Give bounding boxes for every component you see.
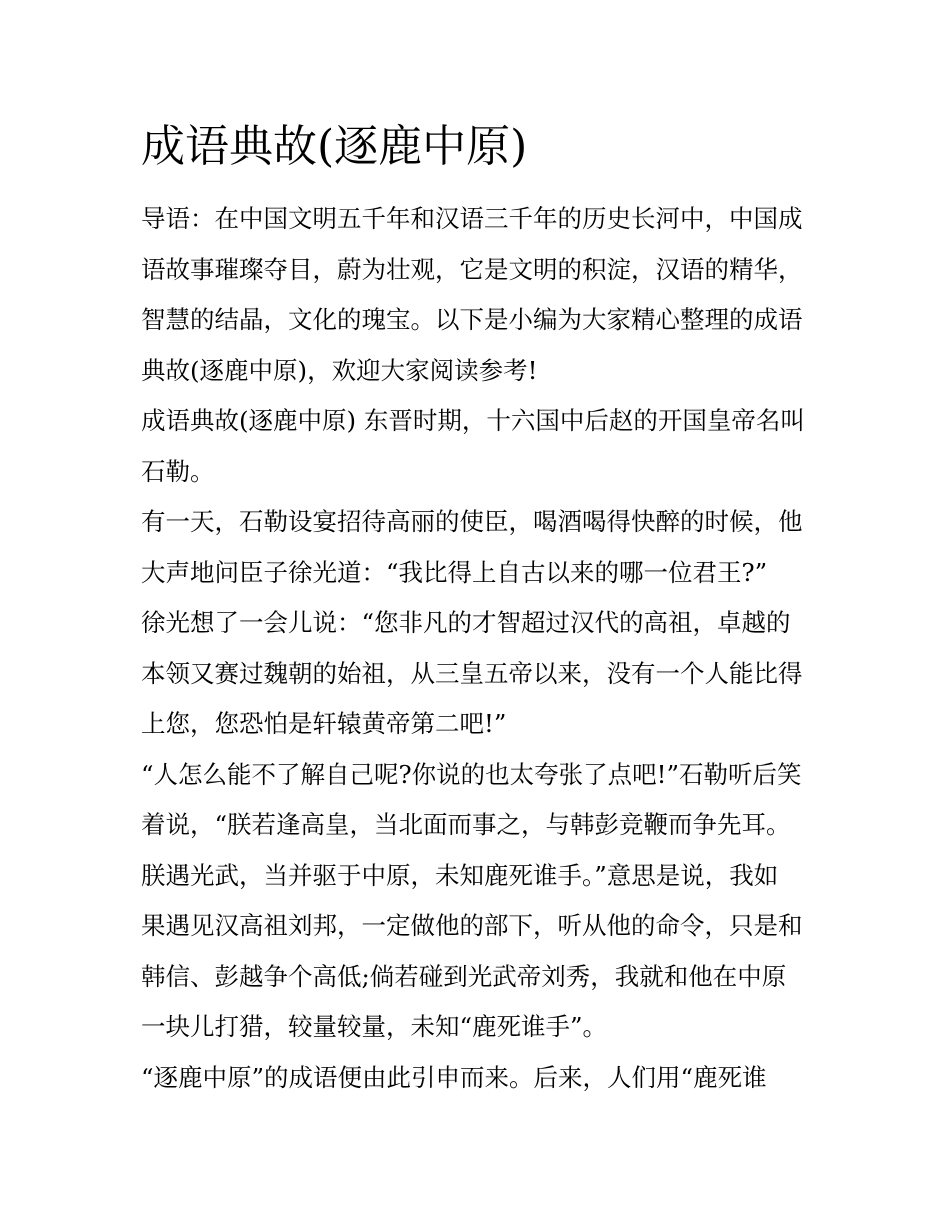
text-line: 语故事璀璨夺目，蔚为壮观，它是文明的积淀，汉语的精华，: [141, 254, 803, 284]
text-line: 韩信、彭越争个高低;倘若碰到光武帝刘秀，我就和他在中原: [141, 961, 787, 991]
text-line: 有一天，石勒设宴招待高丽的使臣，喝酒喝得快醉的时候，他: [141, 507, 803, 536]
text-line: 朕遇光武，当并驱于中原，未知鹿死谁手。”意思是说，我如: [141, 860, 779, 890]
text-line: “逐鹿中原”的成语便由此引申而来。后来，人们用“鹿死谁: [141, 1062, 767, 1092]
paragraph-idiom-origin: [141, 1053, 821, 1104]
text-line: 导语：在中国文明五千年和汉语三千年的历史长河中，中国成: [141, 204, 803, 233]
text-line: 上您，您恐怕是轩辕黄帝第二吧!”: [141, 709, 507, 738]
paragraph-shi-le-response: [141, 750, 821, 1053]
text-line: 一块儿打猎，较量较量，未知“鹿死谁手”。: [141, 1012, 608, 1041]
text-line: 成语典故(逐鹿中原) 东晋时期，十六国中后赵的开国皇帝名叫: [141, 406, 805, 435]
paragraph-intro: [141, 194, 821, 396]
paragraph-banquet: [141, 497, 821, 598]
text-line: 着说，“朕若逢高皇，当北面而事之，与韩彭竞鞭而争先耳。: [141, 810, 791, 839]
text-line: 大声地问臣子徐光道：“我比得上自古以来的哪一位君王?”: [141, 557, 768, 587]
text-line: 石勒。: [141, 456, 215, 486]
text-line: 果遇见汉高祖刘邦，一定做他的部下，听从他的命令，只是和: [141, 911, 803, 940]
text-line: 智慧的结晶，文化的瑰宝。以下是小编为大家精心整理的成语: [141, 305, 803, 334]
text-line: “人怎么能不了解自己呢?你说的也太夸张了点吧!”石勒听后笑: [141, 759, 802, 789]
text-line: 本领又赛过魏朝的始祖，从三皇五帝以来，没有一个人能比得: [141, 658, 803, 688]
paragraph-background: [141, 396, 821, 497]
text-line: 典故(逐鹿中原)，欢迎大家阅读参考!: [141, 355, 538, 385]
paragraph-xu-guang-reply: [141, 598, 821, 750]
document-title: 成语典故(逐鹿中原): [141, 121, 528, 172]
document-body: [141, 112, 821, 1103]
text-line: 徐光想了一会儿说：“您非凡的才智超过汉代的高祖，卓越的: [141, 608, 791, 637]
